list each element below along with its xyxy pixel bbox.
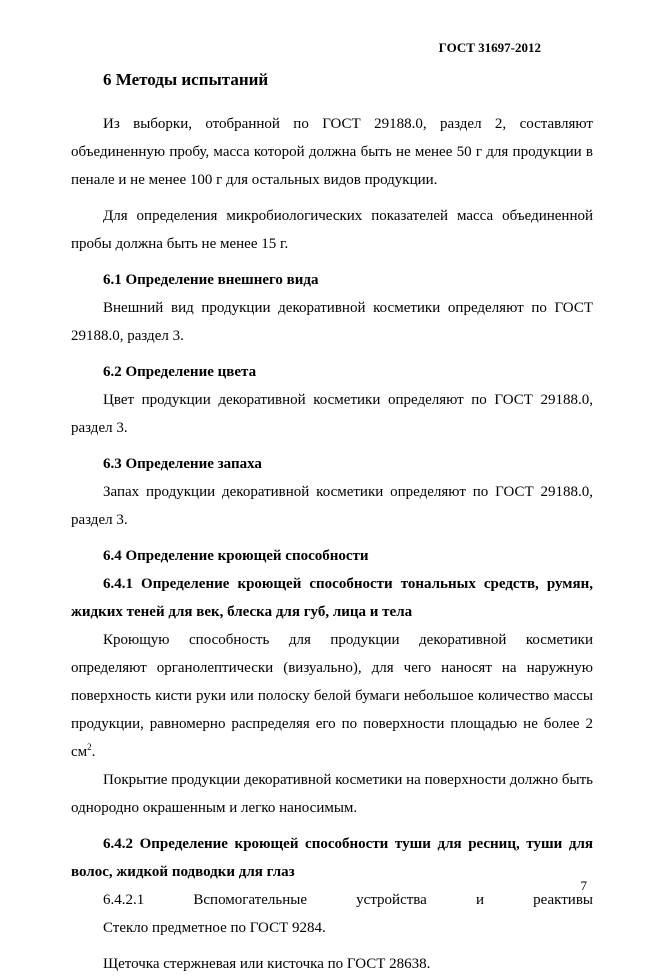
superscript: 2 xyxy=(87,742,92,752)
paragraph: Щеточка стержневая или кисточка по ГОСТ 28638. xyxy=(103,956,431,972)
document-body xyxy=(71,110,593,978)
paragraph: Стекло предметное по ГОСТ 9284. xyxy=(103,920,326,936)
document-header: ГОСТ 31697-2012 xyxy=(438,40,541,55)
paragraph-end: . xyxy=(91,744,96,760)
paragraph xyxy=(71,626,593,766)
word: Вспомогательные xyxy=(193,892,308,908)
word: устройства xyxy=(356,892,427,908)
subsection-heading: 6.3 Определение запаха xyxy=(103,456,262,472)
section-title: 6 Методы испытаний xyxy=(103,70,269,89)
subsection-heading-spread xyxy=(71,886,593,914)
paragraph: Внешний вид продукции декоративной косметики определяют по ГОСТ 29188.0, раздел 3. xyxy=(71,300,593,344)
page-number: 7 xyxy=(580,878,587,893)
subsection-heading: 6.4.1 Определение кроющей способности тональных средств, румян, жидких теней для век, блеска для губ, лица и тела xyxy=(71,576,593,620)
paragraph: Для определения микробиологических показателей масса объединенной пробы должна быть не менее 15 г. xyxy=(71,208,593,252)
word: и xyxy=(475,892,485,908)
word: реактивы xyxy=(533,892,593,908)
paragraph: Цвет продукции декоративной косметики определяют по ГОСТ 29188.0, раздел 3. xyxy=(71,392,593,436)
subsection-heading: 6.2 Определение цвета xyxy=(103,364,257,380)
paragraph-text: Кроющую способность для продукции декоративной косметики определяют органолептически (визуально), для чего наносят на наружную поверхность кисти руки или полоску белой бумаги небольшое количество массы продукции, равномерно распределяя его по поверхности площадью не более 2 см xyxy=(71,632,593,760)
subsection-heading: 6.4.2 Определение кроющей способности туши для ресниц, туши для волос, жидкой подводки для глаз xyxy=(71,836,593,880)
word: 6.4.2.1 xyxy=(103,892,145,908)
subsection-heading: 6.4 Определение кроющей способности xyxy=(103,548,369,564)
paragraph: Покрытие продукции декоративной косметики на поверхности должно быть однородно окрашенным и легко наносимым. xyxy=(71,772,593,816)
paragraph: Из выборки, отобранной по ГОСТ 29188.0, раздел 2, составляют объединенную пробу, масса которой должна быть не менее 50 г для продукции в пенале и не менее 100 г для остальных видов продукции. xyxy=(71,116,593,188)
paragraph: Запах продукции декоративной косметики определяют по ГОСТ 29188.0, раздел 3. xyxy=(71,484,593,528)
subsection-heading: 6.1 Определение внешнего вида xyxy=(103,272,319,288)
